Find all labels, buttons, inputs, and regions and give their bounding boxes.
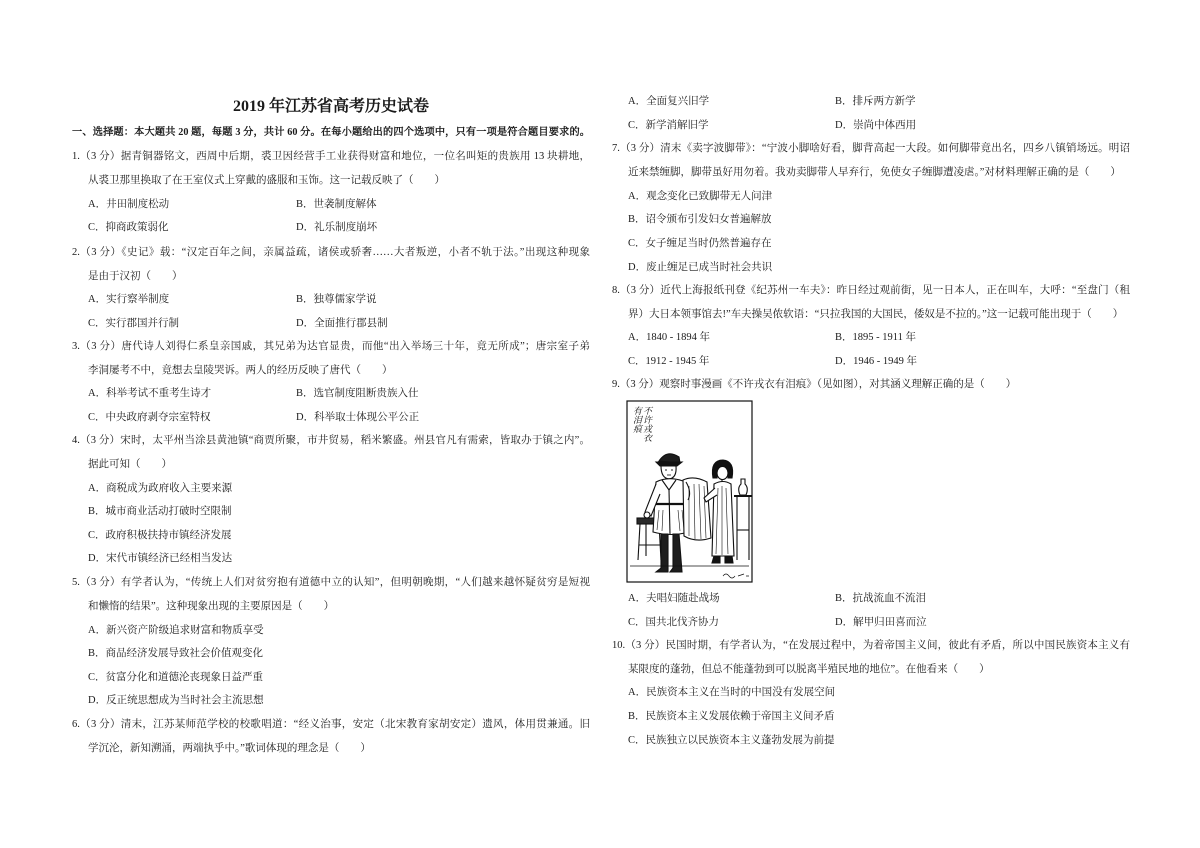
question-8-option-b: B．1895 - 1911 年 xyxy=(835,332,916,343)
question-2-option-a: A．实行察举制度 xyxy=(88,294,170,305)
question-2-stem-line-2: 是由于汉初（ ） xyxy=(88,271,183,282)
question-7-option-d: D．废止缠足已成当时社会共识 xyxy=(628,262,773,273)
question-6-option-c: C．新学消解旧学 xyxy=(628,120,709,131)
question-8-stem-line-2: 界）大日本领事馆去!”车夫操吴侬软语：“只拉我国的大国民，倭奴是不拉的。”这一记载可能出现于（ ） xyxy=(628,309,1124,320)
question-5-option-b: B．商品经济发展导致社会价值观变化 xyxy=(88,648,264,659)
question-10-option-c: C．民族独立以民族资本主义蓬勃发展为前提 xyxy=(628,735,835,746)
question-9-stem-line-1: 9.（3 分）观察时事漫画《不许戎衣有泪痕》（见如图），对其涵义理解正确的是（ ） xyxy=(612,379,1017,390)
cartoon-title-lettering: 不许戎衣有泪痕 xyxy=(631,406,651,442)
question-4-stem-line-2: 据此可知（ ） xyxy=(88,459,172,470)
question-4-option-d: D．宋代市镇经济已经相当发达 xyxy=(88,553,233,564)
question-9-option-c: C．国共北伐齐协力 xyxy=(628,617,720,628)
question-4-option-a: A．商税成为政府收入主要来源 xyxy=(88,483,233,494)
question-1-option-c: C．抑商政策弱化 xyxy=(88,222,169,233)
question-8-option-a: A．1840 - 1894 年 xyxy=(628,332,710,343)
question-7-option-a: A．观念变化已致脚带无人问津 xyxy=(628,191,773,202)
question-8-stem-line-1: 8.（3 分）近代上海报纸刊登《纪苏州一车夫》：昨日经过观前街，见一日本人，正在叫车，大呼：“至盘门（租 xyxy=(612,285,1130,296)
question-5-stem-line-1: 5.（3 分）有学者认为，“传统上人们对贫穷抱有道德中立的认知”，但明朝晚期，“人们越来越怀疑贫穷是短视 xyxy=(72,577,590,588)
question-3-stem-line-2: 李洞屡考不中，竟想去皇陵哭诉。两人的经历反映了唐代（ ） xyxy=(88,365,393,376)
question-9-option-d: D．解甲归田喜而泣 xyxy=(835,617,927,628)
question-1-stem-line-1: 1.（3 分）据青铜器铭文，西周中后期，裘卫因经营手工业获得财富和地位，一位名叫矩的贵族用 13 块耕地， xyxy=(72,151,590,162)
question-3-stem-line-1: 3.（3 分）唐代诗人刘得仁系皇亲国戚，其兄弟为达官显贵，而他“出入举场三十年，竟无所成”；唐宗室子弟 xyxy=(72,341,590,352)
question-9-option-b: B．抗战流血不流泪 xyxy=(835,593,927,604)
question-8-option-d: D．1946 - 1949 年 xyxy=(835,356,917,367)
question-6-stem-line-1: 6.（3 分）清末，江苏某师范学校的校歌唱道：“经义治事，安定（北宋教育家胡安定）遗风，体用贯兼通。旧 xyxy=(72,719,590,730)
question-8-option-c: C．1912 - 1945 年 xyxy=(628,356,710,367)
section-header: 一、选择题：本大题共 20 题，每题 3 分，共计 60 分。在每小题给出的四个选项中，只有一项是符合题目要求的。 xyxy=(72,127,590,138)
question-1-option-d: D．礼乐制度崩坏 xyxy=(296,222,378,233)
question-6-stem-line-2: 学沉沦，新知溯涌，两端执乎中。”歌词体现的理念是（ ） xyxy=(88,743,371,754)
question-10-stem-line-1: 10.（3 分）民国时期，有学者认为，“在发展过程中，为着帝国主义间，彼此有矛盾，所以中国民族资本主义有 xyxy=(612,640,1130,651)
question-3-option-c: C．中央政府剥夺宗室特权 xyxy=(88,412,211,423)
question-10-option-a: A．民族资本主义在当时的中国没有发展空间 xyxy=(628,687,836,698)
question-4-stem-line-1: 4.（3 分）宋时，太平州当涂县黄池镇“商贾所聚，市井贸易，稻米繁盛。州县官凡有需索，皆取办于镇之内”。 xyxy=(72,435,590,446)
question-4-option-c: C．政府积极扶持市镇经济发展 xyxy=(88,530,232,541)
page-title: 2019 年江苏省高考历史试卷 xyxy=(232,98,429,115)
question-10-option-b: B．民族资本主义发展依赖于帝国主义间矛盾 xyxy=(628,711,835,722)
question-1-option-a: A．井田制度松动 xyxy=(88,199,170,210)
question-7-option-c: C．女子缠足当时仍然普遍存在 xyxy=(628,238,772,249)
question-10-stem-line-2: 某限度的蓬勃，但总不能蓬勃到可以脱离半殖民地的地位”。在他看来（ ） xyxy=(628,664,990,675)
question-7-stem-line-1: 7.（3 分）清末《卖字波脚带》：“宁波小脚啥好看，脚背高起一大段。如何脚带竟出名，四乡八镇销场远。明诏 xyxy=(612,143,1130,154)
question-3-option-b: B．选官制度阻断贵族入仕 xyxy=(296,388,419,399)
question-6-option-d: D．崇尚中体西用 xyxy=(835,120,917,131)
question-5-option-c: C．贫富分化和道德沦丧现象日益严重 xyxy=(88,672,264,683)
question-1-stem-line-2: 从裘卫那里换取了在王室仪式上穿戴的盛服和玉饰。这一记载反映了（ ） xyxy=(88,175,445,186)
question-5-stem-line-2: 和懒惰的结果”。这种现象出现的主要原因是（ ） xyxy=(88,601,335,612)
question-2-option-c: C．实行郡国并行制 xyxy=(88,318,180,329)
question-2-option-d: D．全面推行郡县制 xyxy=(296,318,388,329)
question-4-option-b: B．城市商业活动打破时空限制 xyxy=(88,506,232,517)
question-2-option-b: B．独尊儒家学说 xyxy=(296,294,377,305)
question-1-option-b: B．世袭制度解体 xyxy=(296,199,377,210)
question-6-option-a: A．全面复兴旧学 xyxy=(628,96,710,107)
question-2-stem-line-1: 2.（3 分）《史记》载：“汉定百年之间，亲属益疏，诸侯或骄奢……大者叛逆，小者不轨于法。”出现这种现象 xyxy=(72,247,590,258)
question-3-option-a: A．科举考试不重考生诗才 xyxy=(88,388,212,399)
held-coat xyxy=(683,478,711,540)
cartoon-figure xyxy=(626,400,753,583)
question-9-option-a: A．夫唱妇随赴战场 xyxy=(628,593,720,604)
question-5-option-a: A．新兴资产阶级追求财富和物质享受 xyxy=(88,625,264,636)
question-7-option-b: B．诏令颁布引发妇女普遍解放 xyxy=(628,214,772,225)
question-3-option-d: D．科举取士体现公平公正 xyxy=(296,412,420,423)
question-6-option-b: B．排斥两方新学 xyxy=(835,96,916,107)
question-5-option-d: D．反正统思想成为当时社会主流思想 xyxy=(88,695,264,706)
question-7-stem-line-2: 近来禁缠脚，脚带虽好用勿着。我劝卖脚带人早弃行，免使女子缠脚遭凌虐。”对材料理解正确的是（ ） xyxy=(628,167,1121,178)
